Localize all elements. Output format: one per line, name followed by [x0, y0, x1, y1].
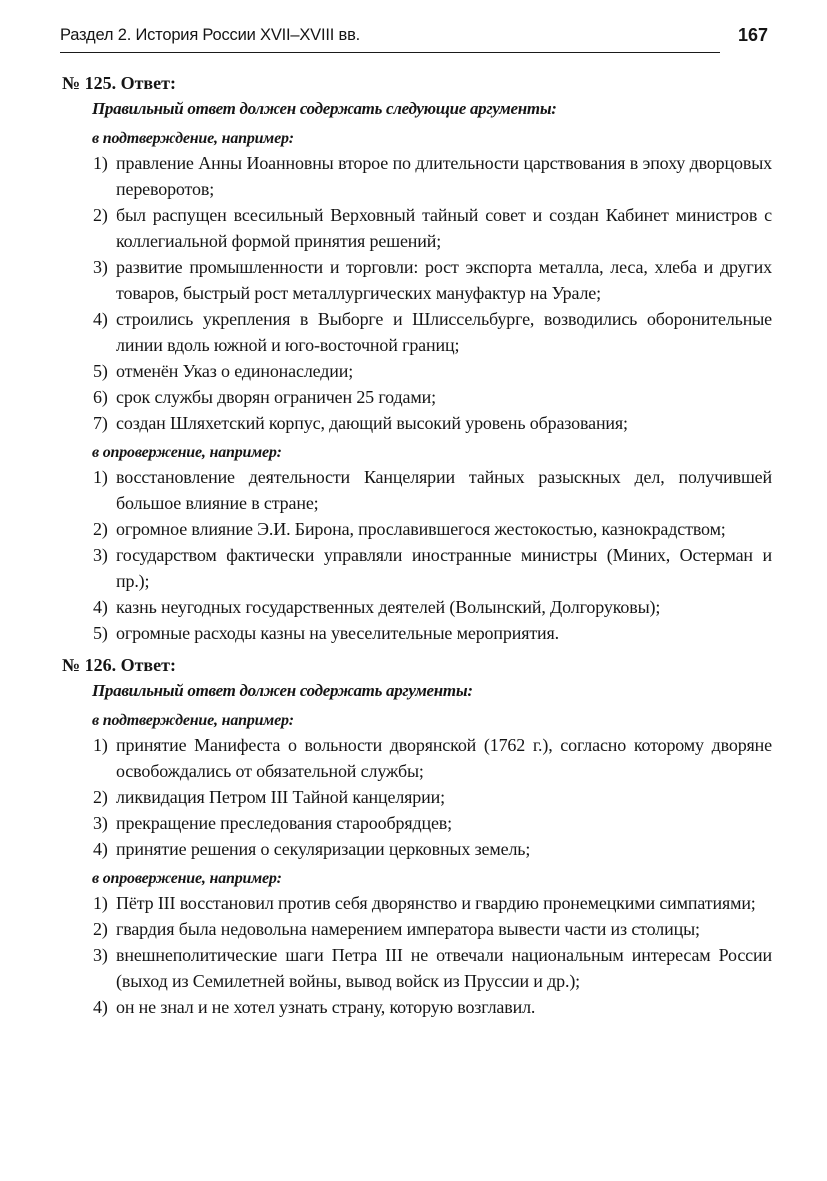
- item-text: огромное влияние Э.И. Бирона, прославившегося жестокостью, казнокрадством;: [116, 519, 726, 539]
- argument-list-refute: [62, 464, 772, 646]
- page-content: [62, 70, 772, 1020]
- item-text: правление Анны Иоанновны второе по длительности царствования в эпоху дворцовых переворотов;: [116, 153, 772, 199]
- argument-list-confirm: [62, 732, 772, 862]
- item-text: он не знал и не хотел узнать страну, которую возглавил.: [116, 997, 536, 1017]
- item-text: развитие промышленности и торговли: рост экспорта металла, леса, хлеба и других товаров, быстрый рост металлургических мануфактур на Урале;: [116, 257, 772, 303]
- group-title-confirm: в подтверждение, например:: [92, 130, 294, 147]
- item-number: 2): [93, 919, 108, 939]
- item-number: 3): [93, 813, 108, 833]
- answer-subtitle: Правильный ответ должен содержать следующие аргументы:: [92, 99, 557, 118]
- item-text: восстановление деятельности Канцелярии тайных разыскных дел, получившей большое влияние в стране;: [116, 467, 772, 513]
- list-item: [62, 890, 772, 916]
- item-text: казнь неугодных государственных деятелей (Волынский, Долгоруковы);: [116, 597, 661, 617]
- item-number: 2): [93, 787, 108, 807]
- list-item: [62, 942, 772, 994]
- list-item: [62, 516, 772, 542]
- list-item: [62, 410, 772, 436]
- list-item: [62, 464, 772, 516]
- item-number: 4): [93, 997, 108, 1017]
- list-item: [62, 594, 772, 620]
- item-number: 5): [93, 623, 108, 643]
- item-number: 3): [93, 257, 108, 277]
- list-item: [62, 358, 772, 384]
- item-text: строились укрепления в Выборге и Шлиссельбурге, возводились оборонительные линии вдоль южной и юго-восточной границ;: [116, 309, 772, 355]
- list-item: [62, 732, 772, 784]
- item-text: внешнеполитические шаги Петра III не отвечали национальным интересам России (выход из Семилетней войны, вывод войск из Пруссии и др.);: [116, 945, 772, 991]
- item-text: принятие решения о секуляризации церковных земель;: [116, 839, 531, 859]
- item-number: 1): [93, 735, 108, 755]
- item-number: 1): [93, 153, 108, 173]
- list-item: [62, 150, 772, 202]
- item-number: 4): [93, 309, 108, 329]
- item-number: 6): [93, 387, 108, 407]
- page-number: 167: [737, 25, 768, 45]
- list-item: [62, 384, 772, 410]
- list-item: [62, 254, 772, 306]
- item-text: был распущен всесильный Верховный тайный совет и создан Кабинет министров с коллегиальной формой принятия решений;: [116, 205, 772, 251]
- list-item: [62, 994, 772, 1020]
- item-text: срок службы дворян ограничен 25 годами;: [116, 387, 436, 407]
- item-text: гвардия была недовольна намерением императора вывести части из столицы;: [116, 919, 700, 939]
- header-rule: [60, 52, 720, 53]
- item-number: 4): [93, 839, 108, 859]
- item-text: принятие Манифеста о вольности дворянской (1762 г.), согласно которому дворяне освобождались от обязательной службы;: [116, 735, 772, 781]
- answer-125: [62, 70, 772, 646]
- running-title: Раздел 2. История России XVII–XVIII вв.: [60, 26, 361, 44]
- item-number: 1): [93, 467, 108, 487]
- item-number: 1): [93, 893, 108, 913]
- answer-subtitle: Правильный ответ должен содержать аргументы:: [92, 681, 473, 700]
- item-text: ликвидация Петром III Тайной канцелярии;: [116, 787, 445, 807]
- item-number: 2): [93, 519, 108, 539]
- item-number: 4): [93, 597, 108, 617]
- group-title-refute: в опровержение, например:: [92, 870, 282, 887]
- item-text: отменён Указ о единонаследии;: [116, 361, 354, 381]
- group-title-confirm: в подтверждение, например:: [92, 712, 294, 729]
- answer-number: № 125. Ответ:: [62, 73, 176, 93]
- item-text: Пётр III восстановил против себя дворянство и гвардию пронемецкими симпатиями;: [116, 893, 756, 913]
- item-text: государством фактически управляли иностранные министры (Миних, Остерман и пр.);: [116, 545, 772, 591]
- item-number: 7): [93, 413, 108, 433]
- list-item: [62, 202, 772, 254]
- page-header: [60, 26, 768, 54]
- item-text: создан Шляхетский корпус, дающий высокий уровень образования;: [116, 413, 628, 433]
- list-item: [62, 542, 772, 594]
- group-title-refute: в опровержение, например:: [92, 444, 282, 461]
- list-item: [62, 836, 772, 862]
- answer-126: [62, 652, 772, 1020]
- item-text: огромные расходы казны на увеселительные мероприятия.: [116, 623, 560, 643]
- list-item: [62, 916, 772, 942]
- argument-list-refute: [62, 890, 772, 1020]
- answer-number: № 126. Ответ:: [62, 655, 176, 675]
- item-number: 3): [93, 545, 108, 565]
- item-text: прекращение преследования старообрядцев;: [116, 813, 452, 833]
- argument-list-confirm: [62, 150, 772, 436]
- item-number: 3): [93, 945, 108, 965]
- list-item: [62, 784, 772, 810]
- list-item: [62, 620, 772, 646]
- list-item: [62, 810, 772, 836]
- item-number: 2): [93, 205, 108, 225]
- list-item: [62, 306, 772, 358]
- item-number: 5): [93, 361, 108, 381]
